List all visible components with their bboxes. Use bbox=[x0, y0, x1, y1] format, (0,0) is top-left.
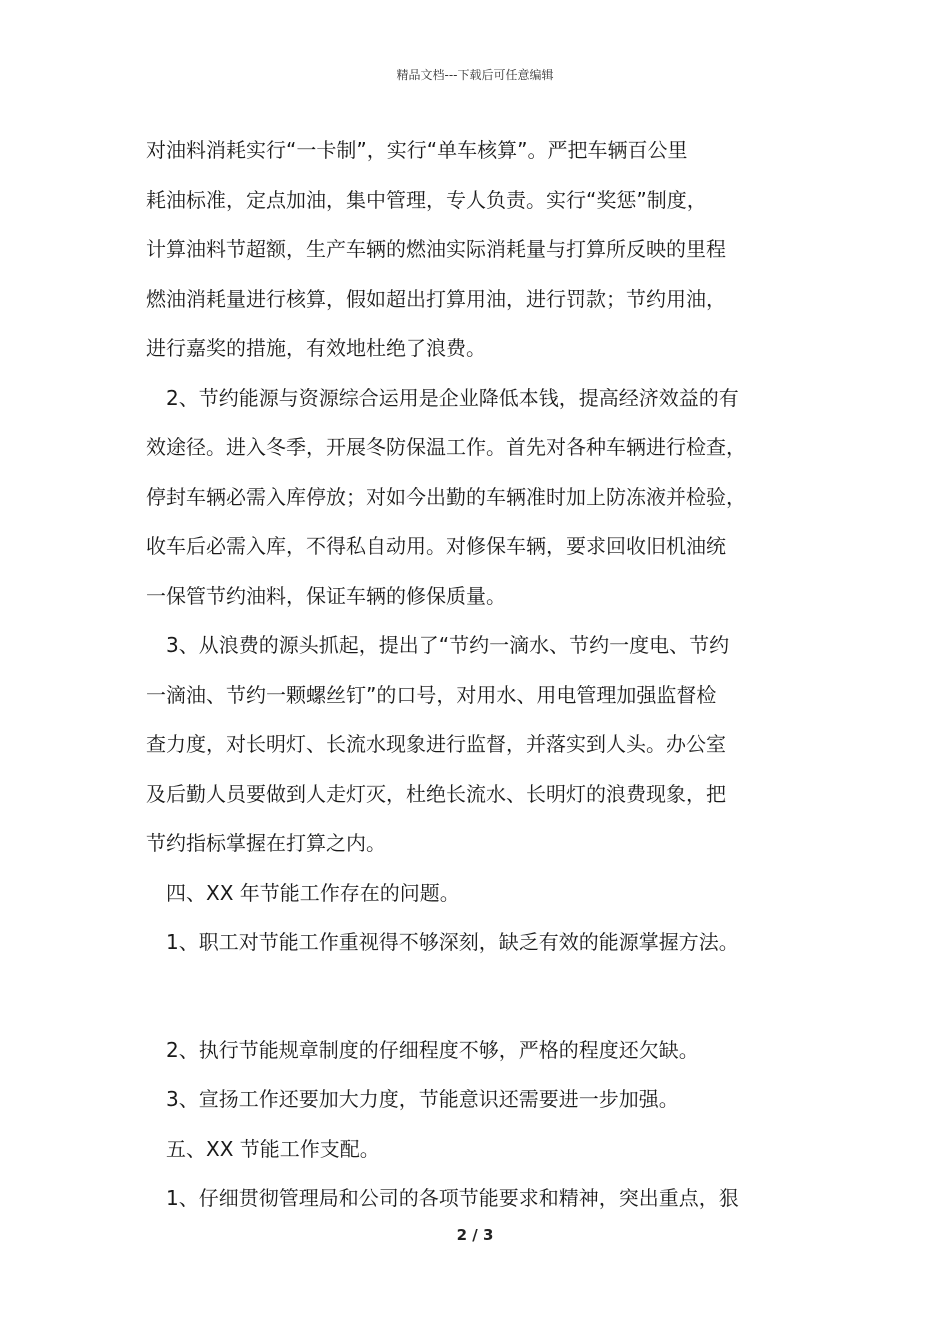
paragraph-line: 燃油消耗量进行核算，假如超出打算用油，进行罚款；节约用油， bbox=[146, 286, 726, 311]
paragraph-line: 及后勤人员要做到人走灯灭，杜绝长流水、长明灯的浪费现象，把 bbox=[146, 781, 726, 806]
paragraph-line: 效途径。进入冬季，开展冬防保温工作。首先对各种车辆进行检查， bbox=[146, 435, 746, 459]
paragraph-line: 耗油标准，定点加油，集中管理，专人负责。实行“奖惩”制度， bbox=[146, 187, 707, 212]
paragraph-line: 节约指标掌握在打算之内。 bbox=[146, 831, 386, 855]
page-number: 2 / 3 bbox=[456, 1226, 494, 1244]
paragraph-line: 1、职工对节能工作重视得不够深刻，缺乏有效的能源掌握方法。 bbox=[166, 930, 739, 954]
paragraph-line: 计算油料节超额，生产车辆的燃油实际消耗量与打算所反映的里程 bbox=[146, 237, 726, 261]
paragraph-line: 对油料消耗实行“一卡制”，实行“单车核算”。严把车辆百公里 bbox=[146, 138, 688, 162]
section-heading: 五、XX 节能工作支配。 bbox=[166, 1136, 380, 1161]
paragraph-line: 收车后必需入库，不得私自动用。对修保车辆，要求回收旧机油统 bbox=[146, 534, 726, 558]
paragraph-line: 3、从浪费的源头抓起，提出了“节约一滴水、节约一度电、节约 bbox=[166, 633, 730, 657]
paragraph-line: 2、节约能源与资源综合运用是企业降低本钱，提高经济效益的有 bbox=[166, 385, 739, 410]
section-heading: 四、XX 年节能工作存在的问题。 bbox=[166, 880, 460, 905]
paragraph-line: 3、宣扬工作还要加大力度，节能意识还需要进一步加强。 bbox=[166, 1087, 679, 1111]
blank-spacer bbox=[146, 968, 806, 1026]
paragraph-line: 一滴油、节约一颗螺丝钉”的口号，对用水、用电管理加强监督检 bbox=[146, 682, 717, 707]
document-body bbox=[146, 126, 806, 1224]
paragraph-line: 1、仔细贯彻管理局和公司的各项节能要求和精神，突出重点，狠 bbox=[166, 1186, 739, 1210]
paragraph-line: 查力度，对长明灯、长流水现象进行监督，并落实到人头。办公室 bbox=[146, 732, 726, 756]
paragraph-line: 进行嘉奖的措施，有效地杜绝了浪费。 bbox=[146, 336, 486, 360]
paragraph-line: 一保管节约油料，保证车辆的修保质量。 bbox=[146, 583, 506, 608]
paragraph-line: 2、执行节能规章制度的仔细程度不够，严格的程度还欠缺。 bbox=[166, 1037, 699, 1062]
paragraph-line: 停封车辆必需入库停放；对如今出勤的车辆准时加上防冻液并检验， bbox=[146, 484, 746, 509]
page-header: 精品文档---下载后可任意编辑 bbox=[396, 68, 554, 82]
